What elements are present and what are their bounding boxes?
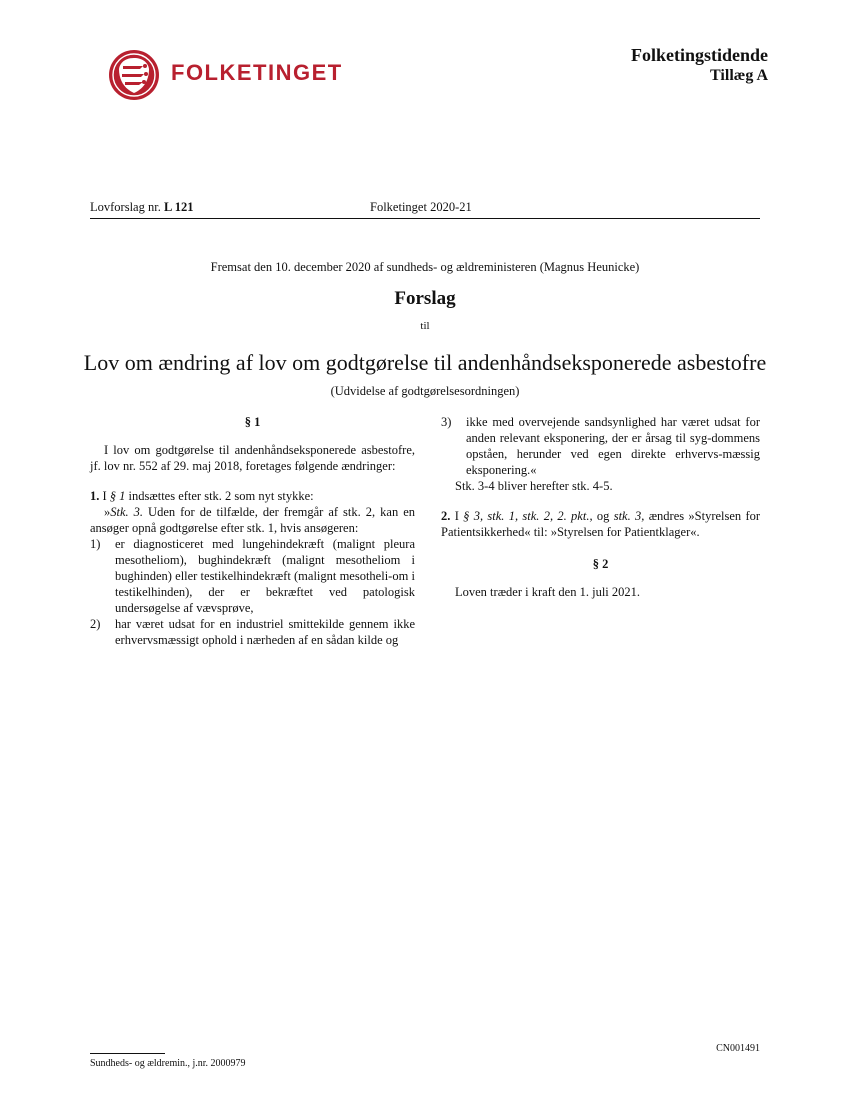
law-title: Lov om ændring af lov om godtgørelse til andenhåndseksponerede asbestofre [83, 350, 767, 375]
bill-label: Lovforslag nr. [90, 200, 161, 214]
left-column [90, 414, 415, 648]
stk-3-paragraph: »Stk. 3. Uden for de tilfælde, der fremgår af stk. 2, kan en ansøger opnå godtgørelse efter stk. 1, hvis ansøgeren: [90, 505, 415, 535]
proposal-heading: Forslag [394, 288, 456, 309]
folketinget-seal-logo [108, 49, 160, 101]
list-item: 1) er diagnosticeret med lungehindekræft (malignt pleura mesotheliom), bughindekræft (malignt mesotheliom i bughinden) eller testikelhindekræft (malignt mesotheli-om i testikelhinden), der er bekræftet ved patologisk undersøgelse af vævsprøve, [90, 537, 415, 615]
change-2-ref2: stk. 3, [613, 509, 645, 523]
publication-subtitle: Tillæg A [710, 67, 768, 84]
change-2-number: 2. [441, 509, 451, 523]
proposal-til: til [420, 320, 430, 332]
header-divider [90, 218, 760, 219]
document-code: CN001491 [716, 1043, 760, 1054]
publication-title: Folketingstidende [630, 45, 768, 65]
logo-wordmark: FOLKETINGET [171, 60, 343, 85]
change-1-number: 1. [90, 489, 100, 503]
change-2: 2. I § 3, stk. 1, stk. 2, 2. pkt., og stk. 3, ændres »Styrelsen for Patientsikkerhed« til: »Styrelsen for Patientklager«. [441, 509, 761, 539]
stk-3-label: Stk. 3. [110, 505, 144, 519]
renumber-note: Stk. 3-4 bliver herefter stk. 4-5. [455, 479, 613, 493]
bill-number: L 121 [163, 200, 194, 214]
list-item: 2) har været udsat for en industriel smittekilde gennem ikke erhvervsmæssigt ophold i nærheden af en sådan kilde og [90, 617, 415, 647]
change-2-ref: § 3, stk. 1, stk. 2, 2. pkt., [463, 509, 593, 523]
change-1: 1. I § 1 indsættes efter stk. 2 som nyt stykke: [90, 489, 314, 503]
law-subtitle: (Udvidelse af godtgørelsesordningen) [330, 384, 520, 398]
presented-line: Fremsat den 10. december 2020 af sundheds- og ældreministeren (Magnus Heunicke) [210, 260, 640, 274]
footnote-divider [90, 1053, 165, 1054]
list-item: 3) ikke med overvejende sandsynlighed har været udsat for anden relevant eksponering, der er årsag til syg-dommens opståen, herunder ved egen direkte erhvervs-mæssig eksponering.« [441, 415, 760, 477]
bill-number-line [90, 200, 193, 215]
section-2-heading: § 2 [592, 557, 609, 571]
right-column [441, 414, 760, 600]
footnote: Sundheds- og ældremin., j.nr. 2000979 [90, 1058, 246, 1069]
section-2-text: Loven træder i kraft den 1. juli 2021. [455, 585, 641, 599]
session-label: Folketinget 2020-21 [370, 200, 472, 214]
section-1-intro: I lov om godtgørelse til andenhåndseksponerede asbestofre, jf. lov nr. 552 af 29. maj 2018, foretages følgende ændringer: [90, 443, 415, 473]
section-1-heading: § 1 [244, 415, 261, 429]
change-1-ref: § 1 [109, 489, 126, 503]
